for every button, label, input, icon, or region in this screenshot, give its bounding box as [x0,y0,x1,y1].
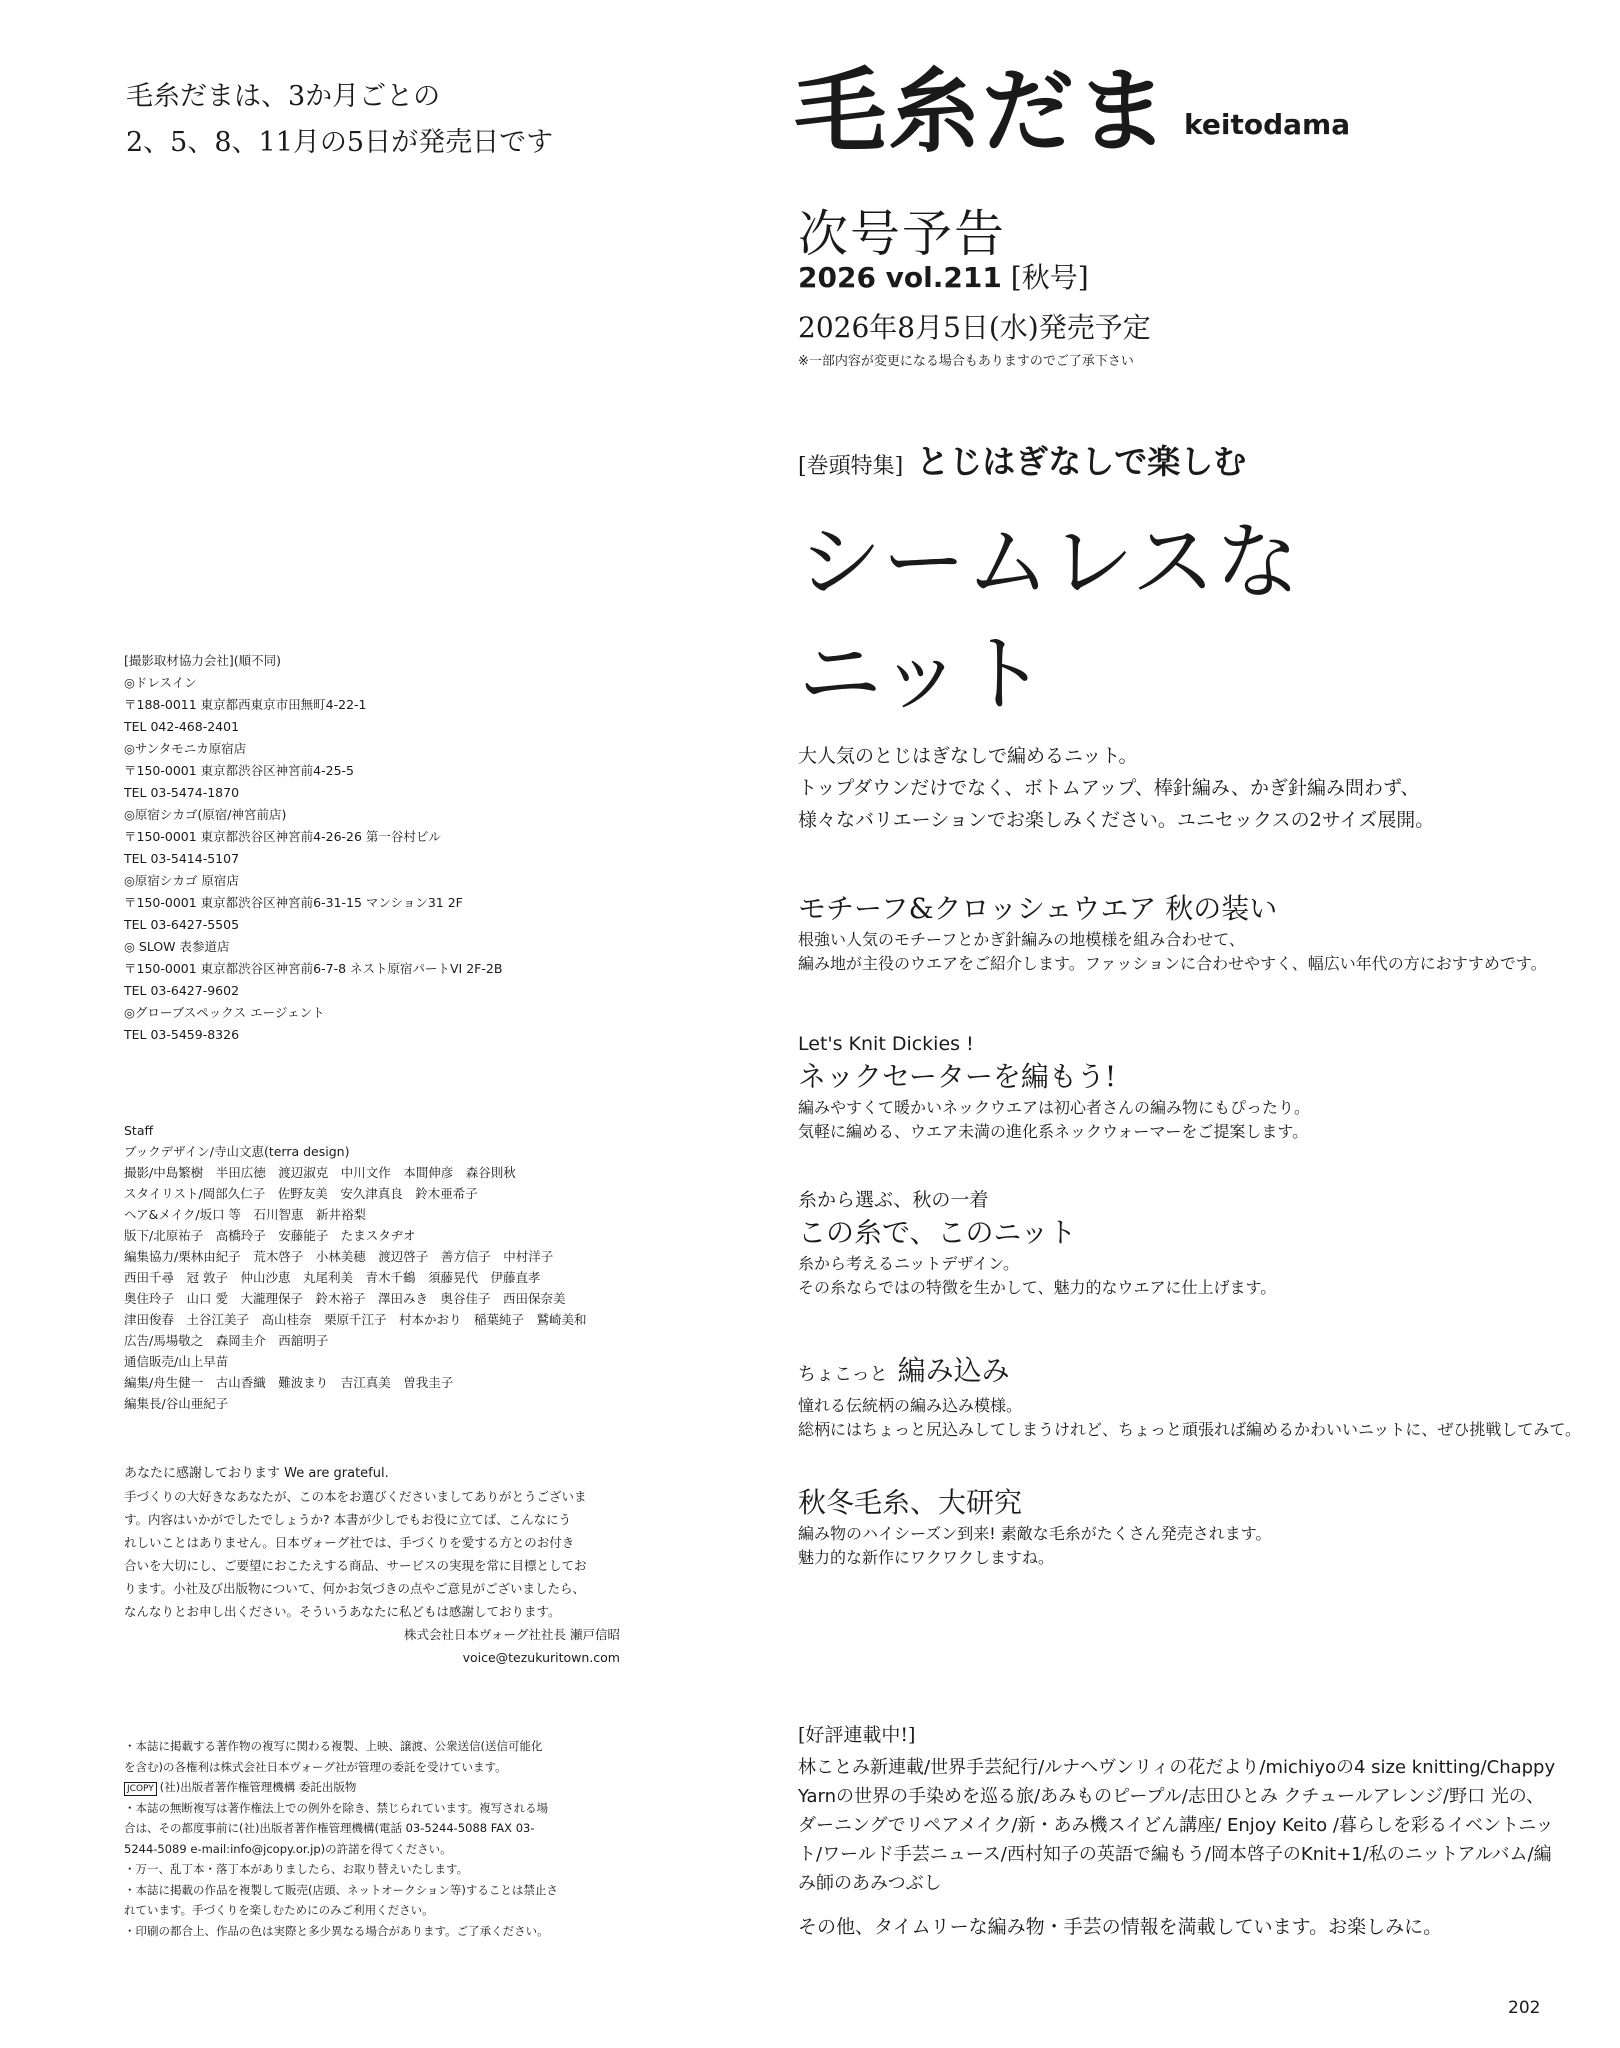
article-body-line: 根強い人気のモチーフとかぎ針編みの地模様を組み合わせて、 [798,930,1245,949]
release-date: 2026年8月5日(水)発売予定 [798,311,1151,344]
article-heading: モチーフ&クロッシェウエア 秋の装い [798,892,1278,925]
series-list: 林ことみ新連載/世界手芸紀行/ルナヘヴンリィの花だより/michiyoの4 size knitting/Chappy Yarnの世界の手染めを巡る旅/あみものピープル/志田ひとみ クチュールアレンジ/野口 光の、ダーニングでリペアメイク/新・あみ機スイどん講座/ Enjoy Keito /暮らしを彩るイベントニット/ワールド手芸ニュース/西村知子の英語で編もう/岡本啓子のKnit+1/私のニットアルバム/編み師のあみつぶし [798,1757,1556,1894]
issue-season: [秋号] [1010,261,1089,294]
article-body-line: 魅力的な新作にワクワクしますね。 [798,1548,1055,1567]
article-heading: 編み込み [897,1354,1010,1387]
release-note-line-1: 毛糸だまは、3か月ごとの [126,81,441,112]
thanks-title: あなたに感謝しております We are grateful. [124,1466,389,1481]
contact-email-link[interactable]: voice@tezukuritown.com [462,1650,620,1665]
thanks-line: れしいことはありません。日本ヴォーグ社では、手づくりを愛する方とのお付き [124,1535,575,1550]
legal-line: ・本誌に掲載する著作物の複写に関わる複製、上映、譲渡、公衆送信(送信可能化 [124,1739,543,1753]
feature-tag: [巻頭特集] [798,454,904,479]
jcopy-line [124,1777,624,1798]
article-heading: 秋冬毛糸、大研究 [798,1486,1023,1519]
legal-notes [124,1736,624,1941]
credit-line: ◎原宿シカゴ 原宿店 [124,873,239,888]
feature-label [798,436,1246,483]
legal-line: れています。手づくりを楽しむためにのみご利用ください。 [124,1903,434,1917]
closing-note: その他、タイムリーな編み物・手芸の情報を満載しています。お楽しみに。 [798,1916,1443,1938]
credit-line: ◎ドレスイン [124,675,197,690]
feature-title [798,506,1299,730]
article-dickies [798,1030,1310,1144]
thank-you-message [124,1462,624,1669]
magazine-logo: 毛糸だま [794,58,1171,165]
feature-desc-line-3: 様々なバリエーションでお楽しみください。ユニセックスの2サイズ展開。 [798,809,1435,831]
jcopy-badge: JCOPY [124,1782,157,1796]
thanks-line: なんなりとお申し出ください。そういうあなたに私どもは感謝しております。 [124,1604,561,1619]
staff-line: 編集協力/栗林由紀子 荒木啓子 小林美穂 渡辺啓子 善方信子 中村洋子 [124,1249,554,1264]
staff-line: 通信販売/山上早苗 [124,1354,229,1369]
release-schedule-note [126,74,606,166]
staff-line: 編集/舟生健一 古山香織 難波まり 吉江真美 曽我圭子 [124,1375,454,1390]
credit-line: 〒188-0011 東京都西東京市田無町4-22-1 [124,697,367,712]
article-body-line: 総柄にはちょっと尻込みしてしまうけれど、ちょっと頑張れば編めるかわいいニットに、ぜひ挑戦してみて。 [798,1420,1582,1439]
credit-line: [撮影取材協力会社](順不同) [124,653,282,668]
staff-line: ブックデザイン/寺山文恵(terra design) [124,1144,350,1159]
page-number: 202 [1508,1998,1541,2018]
credit-line: 〒150-0001 東京都渋谷区神宮前6-7-8 ネスト原宿パートVI 2F-2B [124,961,503,976]
credit-line: TEL 03-5474-1870 [124,785,240,800]
series-label: [好評連載中!] [798,1724,916,1746]
article-yarn-choice [798,1186,1276,1300]
thanks-line: ります。小社及び出版物について、何かお気づきの点やご意見がございましたら、 [124,1581,586,1596]
credit-line: TEL 042-468-2401 [124,719,240,734]
credit-line: TEL 03-6427-9602 [124,983,240,998]
article-motif-crochet [798,890,1547,976]
issue-volume: 2026 vol.211 [798,261,1002,294]
photo-credits [124,650,502,1046]
thanks-line: す。内容はいかがでしたでしょうか? 本書が少しでもお役に立てば、こんなにう [124,1512,572,1527]
magazine-logo-roman: keitodama [1184,108,1351,141]
staff-line: 津田俊春 土谷江美子 高山桂奈 栗原千江子 村本かおり 稲葉純子 鷲崎美和 [124,1312,587,1327]
article-body-line: 編み地が主役のウエアをご紹介します。ファッションに合わせやすく、幅広い年代の方におすすめです。 [798,954,1547,973]
jcopy-text: (社)出版者著作権管理機構 委託出版物 [159,1780,357,1794]
credit-line: ◎サンタモニカ原宿店 [124,741,247,756]
credit-line: 〒150-0001 東京都渋谷区神宮前4-26-26 第一谷村ビル [124,829,441,844]
credit-line: 〒150-0001 東京都渋谷区神宮前6-31-15 マンション31 2F [124,895,463,910]
credit-line: TEL 03-5414-5107 [124,851,240,866]
feature-title-line-1: シームレスな [798,513,1300,611]
staff-line: スタイリスト/岡部久仁子 佐野友美 安久津真良 鈴木亜希子 [124,1186,478,1201]
article-body-line: 気軽に編める、ウエア未満の進化系ネックウォーマーをご提案します。 [798,1122,1309,1141]
article-heading-row [798,1352,1581,1394]
issue-info [798,256,1089,296]
next-issue-title: 次号予告 [798,205,1006,263]
staff-line: ヘア&メイク/坂口 等 石川智恵 新井裕梨 [124,1207,367,1222]
feature-desc-line-2: トップダウンだけでなく、ボトムアップ、棒針編み、かぎ針編み問わず、 [798,777,1420,799]
credit-line: 〒150-0001 東京都渋谷区神宮前4-25-5 [124,763,354,778]
article-yarn-study [798,1484,1271,1570]
article-body-line: その糸ならではの特徴を生かして、魅力的なウエアに仕上げます。 [798,1278,1277,1297]
article-body-line: 憧れる伝統柄の編み込み模様。 [798,1396,1023,1415]
article-kicker: ちょこっと [798,1364,888,1385]
legal-line: 合は、その都度事前に(社)出版者著作権管理機構(電話 03-5244-5088 FAX 03- [124,1821,535,1835]
staff-line: 編集長/谷山亜紀子 [124,1396,229,1411]
feature-desc-line-1: 大人気のとじはぎなしで編めるニット。 [798,745,1138,767]
staff-line: Staff [124,1123,154,1138]
thanks-line: 手づくりの大好きなあなたが、この本をお選びくださいましてありがとうございま [124,1489,587,1504]
staff-list [124,1120,587,1414]
legal-line: ・本誌の無断複写は著作権法上での例外を除き、禁じられています。複写される場 [124,1800,549,1815]
legal-line: ・本誌に掲載の作品を複製して販売(店頭、ネットオークション等)することは禁止さ [124,1882,558,1897]
legal-line: ・万一、乱丁本・落丁本がありましたら、お取り替えいたします。 [124,1862,469,1876]
thanks-line: 合いを大切にし、ご要望におこたえする商品、サービスの実現を常に目標としてお [124,1558,587,1573]
credit-line: TEL 03-5459-8326 [124,1027,240,1042]
ongoing-series [798,1720,1558,1898]
staff-line: 広告/馬場敬之 森岡圭介 西舘明子 [124,1333,329,1348]
article-body-line: 編みやすくて暖かいネックウエアは初心者さんの編み物にもぴったり。 [798,1098,1311,1117]
credit-line: TEL 03-6427-5505 [124,917,240,932]
staff-line: 版下/北原祐子 高橋玲子 安藤能子 たまスタヂオ [124,1228,416,1243]
article-kicker: 糸から選ぶ、秋の一着 [798,1189,989,1211]
legal-line: ・印刷の都合上、作品の色は実際と多少異なる場合があります。ご了承ください。 [124,1923,549,1938]
staff-line: 奥住玲子 山口 愛 大瀧理保子 鈴木裕子 澤田みき 奥谷佳子 西田保奈美 [124,1291,566,1306]
credit-line: ◎ SLOW 表参道店 [124,939,230,954]
staff-line: 西田千尋 冠 敦子 仲山沙恵 丸尾利美 青木千鶴 須藤晃代 伊藤直孝 [124,1270,541,1285]
legal-line: 5244-5089 e-mail:info@jcopy.or.jp)の許諾を得てください。 [124,1841,452,1856]
article-body-line: 糸から考えるニットデザイン。 [798,1254,1019,1273]
article-heading: ネックセーターを編もう! [798,1060,1117,1093]
article-heading: この糸で、このニット [798,1216,1077,1249]
staff-line: 撮影/中島繁樹 半田広徳 渡辺淑克 中川文作 本間伸彦 森谷則秋 [124,1165,516,1180]
feature-subtitle: とじはぎなしで楽しむ [916,442,1247,481]
legal-line: を含む)の各権利は株式会社日本ヴォーグ社が管理の委託を受けています。 [124,1759,507,1774]
change-notice: ※一部内容が変更になる場合もありますのでご了承下さい [798,354,1134,369]
credit-line: ◎グローブスペックス エージェント [124,1005,325,1020]
article-kicker: Let's Knit Dickies ! [798,1033,974,1055]
feature-title-line-2: ニット [798,625,1047,723]
feature-description [798,740,1434,836]
credit-line: ◎原宿シカゴ(原宿/神宮前店) [124,807,287,822]
article-colorwork [798,1352,1581,1442]
article-body-line: 編み物のハイシーズン到来! 素敵な毛糸がたくさん発売されます。 [798,1524,1272,1543]
release-note-line-2: 2、5、8、11月の5日が発売日です [126,127,554,158]
thanks-signature: 株式会社日本ヴォーグ社社長 瀬戸信昭 [404,1627,620,1642]
